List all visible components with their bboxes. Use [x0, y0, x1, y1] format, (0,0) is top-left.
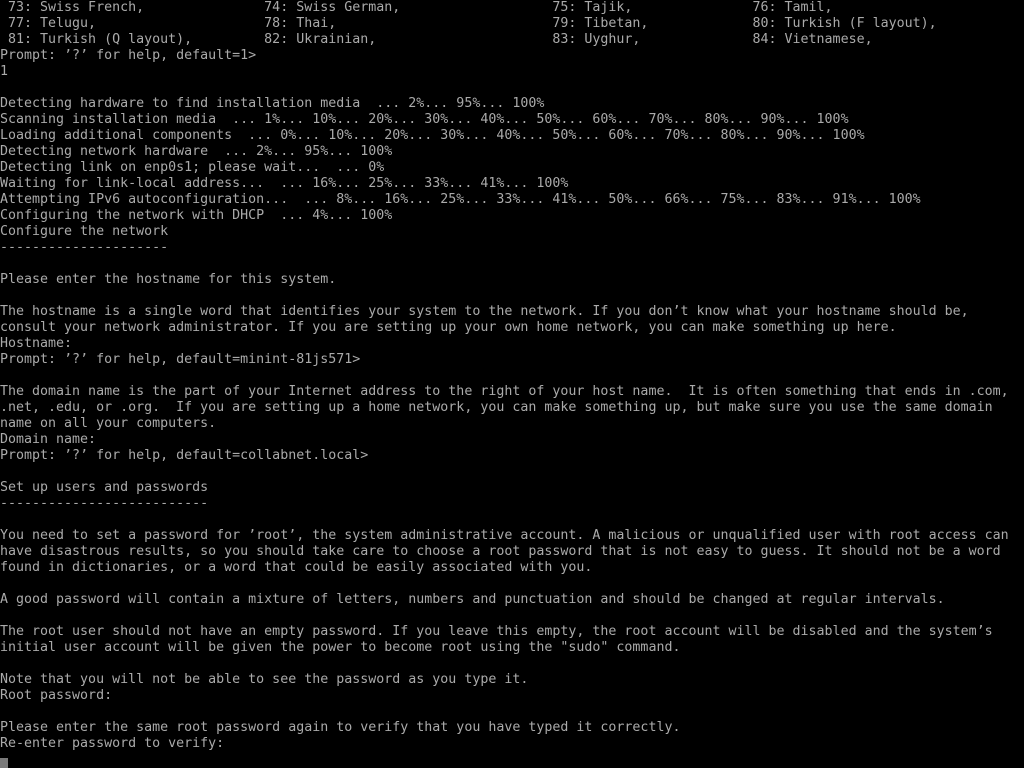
terminal-line: .net, .edu, or .org. If you are setting up a home network, you can make something up, but make sure you use the same domain — [0, 400, 993, 415]
terminal-line: Root password: — [0, 688, 113, 703]
terminal-line: Detecting hardware to find installation media ... 2%... 95%... 100% — [0, 96, 545, 111]
terminal-line: -------------------------- — [0, 496, 209, 511]
terminal-line — [0, 704, 1024, 720]
terminal-line: initial user account will be given the power to become root using the "sudo" command. — [0, 640, 681, 655]
terminal-line: Detecting network hardware ... 2%... 95%... 100% — [0, 144, 393, 159]
terminal-line: Prompt: ’?’ for help, default=minint-81js571> — [0, 352, 361, 367]
terminal-line — [0, 576, 1024, 592]
terminal-line — [0, 288, 1024, 304]
terminal-line: Re-enter password to verify: — [0, 736, 225, 751]
terminal-line: The domain name is the part of your Internet address to the right of your host name. It is often something that ends in .com, — [0, 384, 1009, 399]
text-cursor — [0, 758, 8, 768]
terminal-line: 81: Turkish (Q layout), 82: Ukrainian, 83: Uyghur, 84: Vietnamese, — [0, 32, 873, 47]
terminal-line: 77: Telugu, 78: Thai, 79: Tibetan, 80: Turkish (F layout), — [0, 16, 937, 31]
terminal-line: --------------------- — [0, 240, 169, 255]
terminal-line: A good password will contain a mixture of letters, numbers and punctuation and should be changed at regular intervals. — [0, 592, 945, 607]
terminal-line: name on all your computers. — [0, 416, 217, 431]
terminal-line: found in dictionaries, or a word that could be easily associated with you. — [0, 560, 593, 575]
terminal-line — [0, 80, 1024, 96]
terminal-line — [0, 752, 1024, 768]
terminal-line — [0, 656, 1024, 672]
terminal-line: The root user should not have an empty password. If you leave this empty, the root account will be disabled and the system’s — [0, 624, 993, 639]
terminal-line: Set up users and passwords — [0, 480, 209, 495]
terminal-line: Please enter the hostname for this system. — [0, 272, 337, 287]
terminal-line: You need to set a password for ’root’, the system administrative account. A malicious or unqualified user with root access can — [0, 528, 1009, 543]
terminal-line: Configure the network — [0, 224, 169, 239]
terminal-line: Detecting link on enp0s1; please wait... ... 0% — [0, 160, 385, 175]
terminal-line: 1 — [0, 64, 9, 79]
terminal-line: consult your network administrator. If you are setting up your own home network, you can make something up here. — [0, 320, 897, 335]
terminal-line — [0, 256, 1024, 272]
terminal-line — [0, 608, 1024, 624]
terminal-line: have disastrous results, so you should take care to choose a root password that is not easy to guess. It should not be a word — [0, 544, 1001, 559]
terminal-line: Scanning installation media ... 1%... 10%... 20%... 30%... 40%... 50%... 60%... 70%... 80%... 90%... 100% — [0, 112, 849, 127]
terminal-line: Loading additional components ... 0%... 10%... 20%... 30%... 40%... 50%... 60%... 70%... 80%... 90%... 100% — [0, 128, 865, 143]
terminal-line: Attempting IPv6 autoconfiguration... ... 8%... 16%... 25%... 33%... 41%... 50%... 66%... 75%... 83%... 91%... 100% — [0, 192, 921, 207]
terminal-line: 73: Swiss French, 74: Swiss German, 75: Tajik, 76: Tamil, — [0, 0, 833, 15]
terminal-line: Prompt: ’?’ for help, default=collabnet.local> — [0, 448, 369, 463]
terminal-line: Domain name: — [0, 432, 97, 447]
terminal-line: Prompt: ’?’ for help, default=1> — [0, 48, 257, 63]
terminal-line — [0, 464, 1024, 480]
terminal-line: Configuring the network with DHCP ... 4%... 100% — [0, 208, 393, 223]
terminal-line: Please enter the same root password again to verify that you have typed it correctly. — [0, 720, 681, 735]
terminal-line: Waiting for link-local address... ... 16%... 25%... 33%... 41%... 100% — [0, 176, 569, 191]
terminal-line: Hostname: — [0, 336, 73, 351]
terminal-line — [0, 512, 1024, 528]
terminal-line — [0, 368, 1024, 384]
terminal-line: Note that you will not be able to see the password as you type it. — [0, 672, 529, 687]
terminal-line: The hostname is a single word that identifies your system to the network. If you don’t know what your hostname should be, — [0, 304, 969, 319]
